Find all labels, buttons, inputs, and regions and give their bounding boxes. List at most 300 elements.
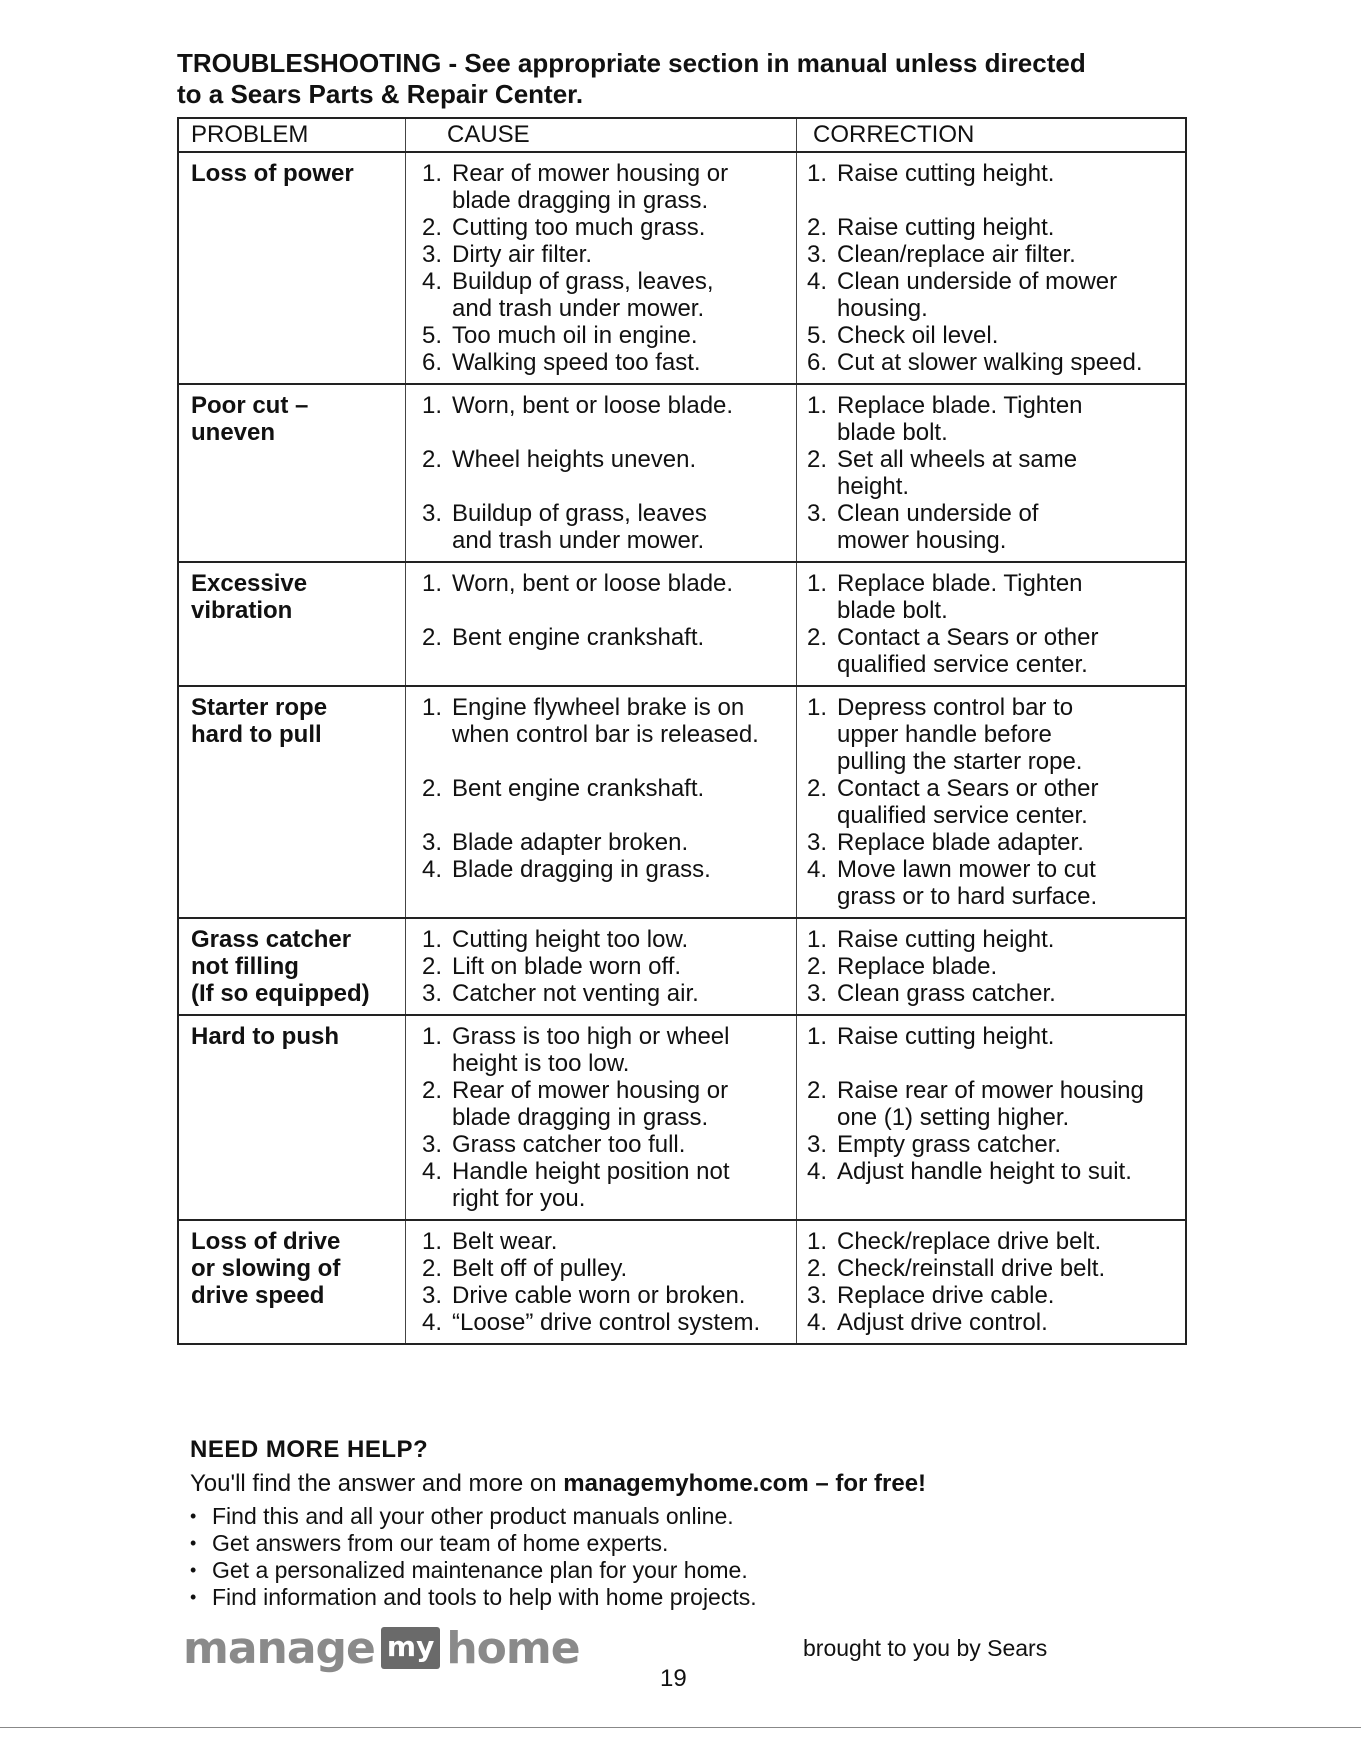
troubleshooting-table [177,117,1187,1345]
correction-line: Replace blade. [837,953,998,980]
cause-line: Catcher not venting air. [452,980,699,1007]
problem-line: Loss of power [191,160,354,187]
cause-number: 1. [421,926,442,953]
correction-line: Adjust handle height to suit. [837,1158,1132,1185]
bullet-dot: • [190,1560,197,1580]
cause-item [406,214,796,241]
cause-text [452,953,796,980]
cause-line: Belt wear. [452,1228,558,1255]
cause-number: 1. [421,570,442,597]
correction-item [797,268,1185,322]
correction-text [837,775,1185,829]
help-bullet-item [190,1557,1190,1584]
cause-number: 4. [421,1309,442,1336]
correction-number: 2. [806,624,827,651]
correction-number: 3. [806,500,827,527]
cause-line: when control bar is released. [452,721,759,748]
correction-line: Raise cutting height. [837,1023,1055,1050]
correction-item [797,1077,1185,1131]
cause-number: 2. [421,953,442,980]
cause-line: Lift on blade worn off. [452,953,682,980]
correction-number: 4. [806,268,827,295]
correction-number: 1. [806,392,827,419]
cause-line: and trash under mower. [452,527,705,554]
cause-item [406,856,796,910]
cause-text [452,1282,796,1309]
cause-text [452,775,796,829]
logo-word-my: my [381,1627,440,1669]
cause-number: 3. [421,980,442,1007]
correction-line: Move lawn mower to cut [837,856,1096,883]
correction-line: mower housing. [837,527,1007,554]
correction-text [837,1077,1185,1131]
cause-item [406,160,796,214]
correction-text [837,446,1185,500]
table-row [179,687,1185,919]
cause-item [406,570,796,624]
help-bullet-item [190,1530,1190,1557]
cause-number: 3. [421,500,442,527]
logo-word-home: home [446,1622,580,1674]
problem-line: or slowing of [191,1255,341,1282]
cause-text [452,856,796,910]
cause-item [406,953,796,980]
cause-line: Too much oil in engine. [452,322,698,349]
help-bullet-text: Find information and tools to help with home projects. [212,1584,757,1610]
problem-line: Starter rope [191,694,328,721]
cause-item [406,775,796,829]
cause-number: 5. [421,322,442,349]
help-bullet-text: Get answers from our team of home experts. [212,1530,669,1556]
correction-line: height. [837,473,910,500]
cause-number: 1. [421,392,442,419]
correction-text [837,214,1185,241]
correction-line: blade bolt. [837,419,948,446]
cause-item [406,926,796,953]
problem-line: (If so equipped) [191,980,370,1007]
correction-line: Depress control bar to [837,694,1074,721]
troubleshooting-heading [177,48,1197,110]
help-bullet-text: Get a personalized maintenance plan for your home. [212,1557,748,1583]
cause-item [406,624,796,678]
problem-cell [179,385,406,561]
cause-line: right for you. [452,1185,586,1212]
correction-line: Check oil level. [837,322,999,349]
cause-item [406,1077,796,1131]
correction-cell [797,385,1185,561]
correction-item [797,829,1185,856]
correction-cell [797,563,1185,685]
cause-line: Blade dragging in grass. [452,856,711,883]
correction-line: qualified service center. [837,802,1088,829]
correction-number: 1. [806,926,827,953]
need-more-help-section [190,1435,1190,1611]
cause-text [452,570,796,624]
help-bullet-item [190,1584,1190,1611]
problem-cell [179,1221,406,1343]
correction-line [837,1050,1185,1077]
cause-line: Bent engine crankshaft. [452,775,705,802]
problem-cell [179,563,406,685]
correction-number: 4. [806,856,827,883]
cause-text [452,349,796,376]
cause-text [452,392,796,446]
correction-item [797,1131,1185,1158]
cause-item [406,322,796,349]
correction-line: Contact a Sears or other [837,775,1099,802]
correction-line: Cut at slower walking speed. [837,349,1143,376]
cause-cell [406,1221,797,1343]
correction-line: Raise cutting height. [837,214,1055,241]
correction-item [797,624,1185,678]
correction-cell [797,919,1185,1014]
cause-item [406,1228,796,1255]
correction-cell [797,1016,1185,1219]
cause-number: 1. [421,1023,442,1050]
bullet-dot: • [190,1587,197,1607]
help-bullet-list [190,1503,1190,1611]
bullet-dot: • [190,1506,197,1526]
cause-line [452,748,796,775]
cause-line: Wheel heights uneven. [452,446,697,473]
cause-text [452,160,796,214]
table-body [179,153,1185,1343]
correction-item [797,856,1185,910]
cause-line: Cutting too much grass. [452,214,706,241]
problem-line: Grass catcher [191,926,352,953]
cause-item [406,1255,796,1282]
cause-item [406,1158,796,1212]
manage-my-home-logo [183,1620,580,1676]
cause-line: Drive cable worn or broken. [452,1282,746,1309]
cause-item [406,392,796,446]
correction-line [837,187,1185,214]
cause-text [452,446,796,500]
table-row [179,563,1185,687]
table-row [179,1016,1185,1221]
correction-text [837,829,1185,856]
correction-text [837,1131,1185,1158]
table-row [179,1221,1185,1343]
problem-line: Excessive [191,570,308,597]
correction-line: Clean/replace air filter. [837,241,1076,268]
correction-text [837,160,1185,214]
cause-number: 3. [421,241,442,268]
correction-text [837,500,1185,554]
cause-text [452,1158,796,1212]
cause-text [452,926,796,953]
correction-column-header: CORRECTION [813,121,975,148]
cause-line: blade dragging in grass. [452,187,709,214]
cause-number: 3. [421,1131,442,1158]
correction-number: 2. [806,1255,827,1282]
cause-line [452,419,796,446]
cause-item [406,349,796,376]
cause-line: Grass catcher too full. [452,1131,686,1158]
cause-cell [406,1016,797,1219]
table-row [179,919,1185,1016]
bottom-rule [0,1727,1361,1728]
cause-number: 3. [421,829,442,856]
correction-line: Clean underside of [837,500,1039,527]
cause-number: 6. [421,349,442,376]
correction-number: 2. [806,953,827,980]
cause-cell [406,919,797,1014]
bullet-dot: • [190,1533,197,1553]
correction-text [837,241,1185,268]
correction-line: Raise cutting height. [837,160,1055,187]
cause-number: 2. [421,775,442,802]
cause-item [406,1131,796,1158]
cause-number: 1. [421,694,442,721]
correction-number: 2. [806,775,827,802]
cause-line: and trash under mower. [452,295,705,322]
problem-line: vibration [191,597,293,624]
correction-line: blade bolt. [837,597,948,624]
correction-item [797,322,1185,349]
correction-item [797,392,1185,446]
cause-text [452,241,796,268]
cause-number: 1. [421,160,442,187]
cause-text [452,624,796,678]
correction-line: grass or to hard surface. [837,883,1098,910]
cause-line: Buildup of grass, leaves [452,500,707,527]
cause-text [452,322,796,349]
correction-item [797,500,1185,554]
correction-line: Raise rear of mower housing [837,1077,1144,1104]
problem-column-header: PROBLEM [179,119,406,151]
correction-text [837,953,1185,980]
help-bullet-text: Find this and all your other product manuals online. [212,1503,734,1529]
cause-text [452,1255,796,1282]
cause-line: Engine flywheel brake is on [452,694,745,721]
correction-line: Replace blade. Tighten [837,392,1083,419]
correction-number: 1. [806,1023,827,1050]
correction-text [837,392,1185,446]
correction-text [837,570,1185,624]
help-intro [190,1469,1190,1499]
cause-line [452,597,796,624]
correction-item [797,160,1185,214]
cause-number: 2. [421,1255,442,1282]
correction-number: 3. [806,1131,827,1158]
cause-line: Bent engine crankshaft. [452,624,705,651]
cause-line: Cutting height too low. [452,926,689,953]
correction-line: one (1) setting higher. [837,1104,1070,1131]
cause-text [452,1228,796,1255]
heading-line-1: TROUBLESHOOTING - See appropriate section in manual unless directed [177,48,1086,78]
correction-number: 2. [806,214,827,241]
cause-line [452,802,796,829]
correction-text [837,349,1185,376]
correction-line: Adjust drive control. [837,1309,1048,1336]
correction-line: Set all wheels at same [837,446,1078,473]
cause-text [452,694,796,775]
problem-line: hard to pull [191,721,322,748]
help-title: NEED MORE HELP? [190,1436,429,1463]
cause-item [406,1023,796,1077]
cause-text [452,980,796,1007]
correction-number: 2. [806,446,827,473]
correction-line: Clean underside of mower [837,268,1118,295]
correction-cell [797,687,1185,917]
cause-item [406,241,796,268]
cause-number: 4. [421,268,442,295]
cause-line: Blade adapter broken. [452,829,689,856]
problem-line: drive speed [191,1282,325,1309]
cause-number: 4. [421,856,442,883]
cause-number: 1. [421,1228,442,1255]
correction-text [837,624,1185,678]
correction-text [837,694,1185,775]
cause-text [452,1309,796,1336]
cause-text [452,1131,796,1158]
correction-line: Replace blade. Tighten [837,570,1083,597]
correction-line: Check/replace drive belt. [837,1228,1102,1255]
page-number: 19 [660,1665,687,1692]
correction-text [837,1255,1185,1282]
correction-text [837,856,1185,910]
correction-item [797,1255,1185,1282]
correction-text [837,268,1185,322]
correction-item [797,241,1185,268]
cause-line: Buildup of grass, leaves, [452,268,714,295]
correction-text [837,1023,1185,1077]
cause-item [406,980,796,1007]
cause-line: Rear of mower housing or [452,160,729,187]
cause-number: 2. [421,1077,442,1104]
correction-cell [797,153,1185,383]
correction-line: pulling the starter rope. [837,748,1083,775]
correction-number: 4. [806,1158,827,1185]
problem-line: not filling [191,953,299,980]
cause-item [406,500,796,554]
cause-text [452,214,796,241]
correction-number: 3. [806,1282,827,1309]
cause-item [406,1282,796,1309]
cause-number: 2. [421,214,442,241]
cause-line: Handle height position not [452,1158,730,1185]
cause-text [452,1077,796,1131]
problem-line: Loss of drive [191,1228,341,1255]
help-intro-text: You'll find the answer and more on [190,1470,564,1497]
cause-line: Belt off of pulley. [452,1255,628,1282]
cause-number: 4. [421,1158,442,1185]
correction-item [797,926,1185,953]
cause-line [452,651,796,678]
correction-line: qualified service center. [837,651,1088,678]
cause-text [452,500,796,554]
correction-item [797,570,1185,624]
correction-line: Empty grass catcher. [837,1131,1062,1158]
correction-text [837,1309,1185,1336]
correction-number: 3. [806,241,827,268]
problem-cell [179,1016,406,1219]
correction-text [837,1282,1185,1309]
correction-text [837,1228,1185,1255]
correction-number: 4. [806,1309,827,1336]
problem-line: uneven [191,419,276,446]
cause-line: Grass is too high or wheel [452,1023,730,1050]
correction-number: 1. [806,160,827,187]
correction-line: Clean grass catcher. [837,980,1056,1007]
correction-number: 1. [806,570,827,597]
help-intro-link: managemyhome.com – for free! [563,1470,927,1497]
cause-column-header: CAUSE [406,119,797,151]
correction-item [797,446,1185,500]
correction-number: 6. [806,349,827,376]
cause-line: blade dragging in grass. [452,1104,709,1131]
correction-number: 5. [806,322,827,349]
cause-line: Walking speed too fast. [452,349,701,376]
correction-number: 1. [806,1228,827,1255]
heading-line-2: to a Sears Parts & Repair Center. [177,79,584,109]
cause-text [452,829,796,856]
problem-cell [179,919,406,1014]
cause-line [452,473,796,500]
problem-line: Hard to push [191,1023,339,1050]
help-bullet-item [190,1503,1190,1530]
cause-item [406,1309,796,1336]
correction-item [797,1023,1185,1077]
correction-item [797,214,1185,241]
correction-line: Check/reinstall drive belt. [837,1255,1106,1282]
problem-line: Poor cut – [191,392,309,419]
logo-word-manage: manage [183,1622,375,1674]
cause-item [406,829,796,856]
correction-line: Raise cutting height. [837,926,1055,953]
cause-item [406,268,796,322]
correction-item [797,349,1185,376]
cause-cell [406,563,797,685]
correction-item [797,694,1185,775]
correction-cell [797,1221,1185,1343]
cause-text [452,268,796,322]
correction-item [797,953,1185,980]
correction-number: 3. [806,829,827,856]
correction-text [837,980,1185,1007]
cause-text [452,1023,796,1077]
cause-line: “Loose” drive control system. [452,1309,761,1336]
cause-line [452,883,796,910]
cause-line: Rear of mower housing or [452,1077,729,1104]
cause-line: Dirty air filter. [452,241,593,268]
brought-by-text: brought to you by Sears [803,1635,1048,1661]
cause-number: 2. [421,624,442,651]
problem-cell [179,153,406,383]
cause-item [406,694,796,775]
correction-line: upper handle before [837,721,1052,748]
cause-number: 3. [421,1282,442,1309]
cause-number: 2. [421,446,442,473]
correction-text [837,926,1185,953]
cause-cell [406,687,797,917]
correction-text [837,1158,1185,1185]
cause-cell [406,385,797,561]
correction-item [797,1228,1185,1255]
correction-text [837,322,1185,349]
cause-line: Worn, bent or loose blade. [452,570,734,597]
cause-cell [406,153,797,383]
table-row [179,153,1185,385]
correction-line: housing. [837,295,928,322]
cause-line: Worn, bent or loose blade. [452,392,734,419]
correction-item [797,980,1185,1007]
correction-number: 1. [806,694,827,721]
correction-line: Contact a Sears or other [837,624,1099,651]
correction-item [797,1158,1185,1185]
correction-number: 2. [806,1077,827,1104]
